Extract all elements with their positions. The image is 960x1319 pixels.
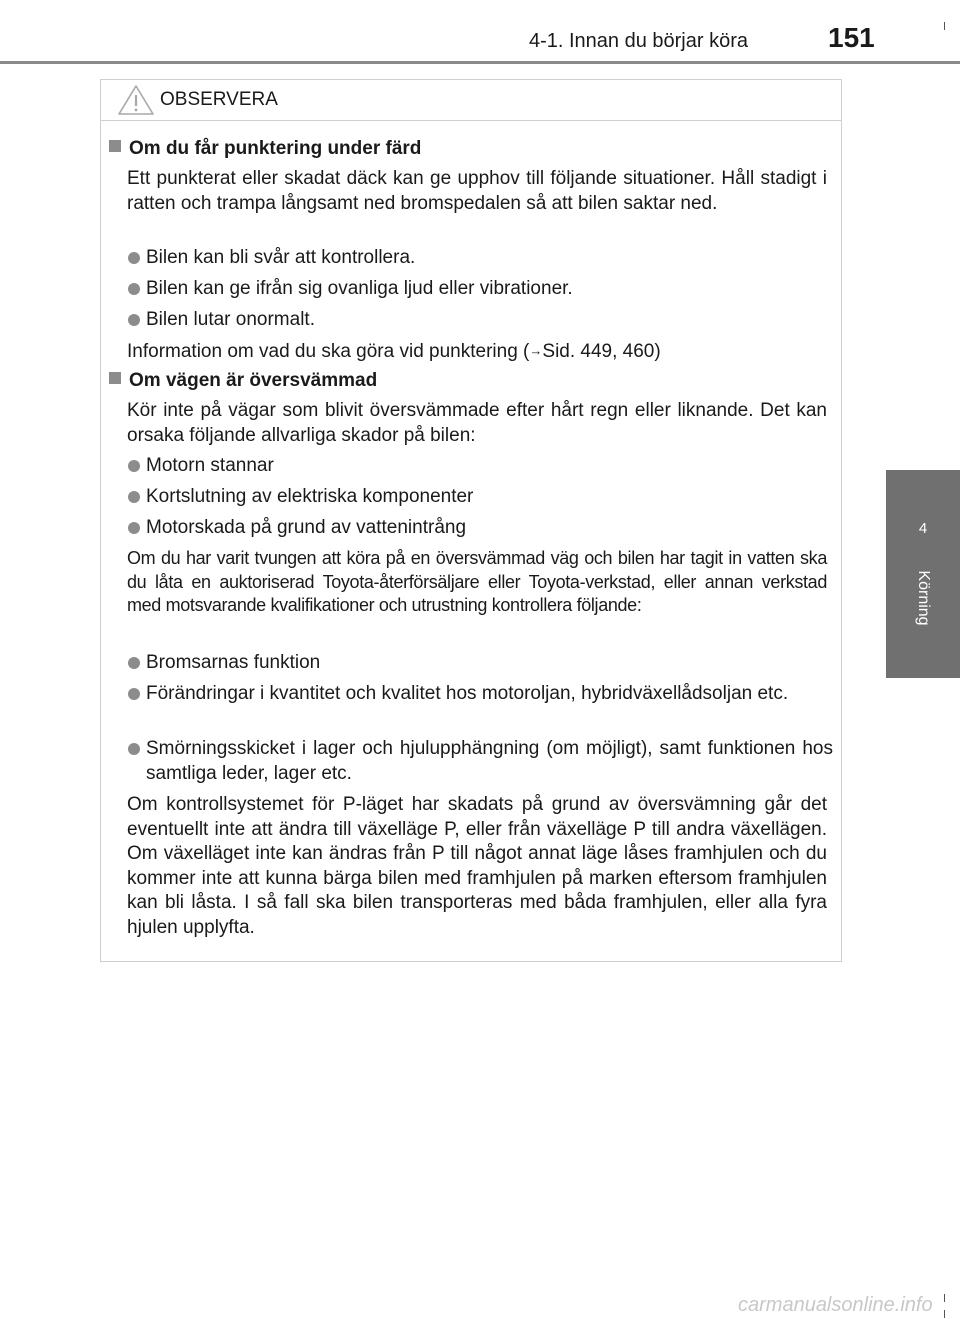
warning-header (101, 80, 841, 121)
circle-bullet-icon (128, 491, 140, 503)
list-item: Bilen lutar onormalt. (127, 308, 833, 333)
flooded-intro: Kör inte på vägar som blivit översvämmade efter hårt regn eller liknande. Det kan orsaka följande allvarliga skador på bilen: (127, 400, 827, 446)
circle-bullet-icon (128, 522, 140, 534)
watermark: carmanualsonline.info (738, 1294, 933, 1316)
page-reference-link[interactable]: Sid. 449, 460) (542, 341, 661, 362)
list-item: Bilen kan ge ifrån sig ovanliga ljud eller vibrationer. (127, 277, 833, 302)
circle-bullet-icon (128, 314, 140, 326)
flooded-inspection-text: Om du har varit tvungen att köra på en översvämmad väg och bilen har tagit in vatten ska du låta en auktoriserad Toyota-återförsäljare eller Toyota-verkstad, eller annan verkstad med motsvarande kvalifikationer och utrustning kontrollera följande: (127, 548, 827, 615)
arrow-right-icon: → (529, 343, 543, 358)
crop-mark (944, 1310, 945, 1318)
header-rule (0, 61, 960, 64)
circle-bullet-icon (128, 252, 140, 264)
square-bullet-icon (109, 372, 121, 384)
circle-bullet-icon (128, 688, 140, 700)
square-bullet-icon (109, 140, 121, 152)
warning-box (100, 79, 842, 962)
page-number: 151 (828, 22, 875, 53)
list-item: Kortslutning av elektriska komponenter (127, 485, 833, 510)
list-item: Förändringar i kvantitet och kvalitet hos motoroljan, hybridväxellådsoljan etc. (127, 682, 833, 707)
puncture-reference: Information om vad du ska göra vid punktering (→Sid. 449, 460) (127, 341, 661, 362)
chapter-label: Körning (915, 570, 932, 626)
circle-bullet-icon (128, 283, 140, 295)
crop-mark (944, 1294, 945, 1302)
circle-bullet-icon (128, 657, 140, 669)
list-item: Smörningsskicket i lager och hjulupphängning (om möjligt), samt funktionen hos samtliga leder, lager etc. (127, 737, 833, 786)
list-item: Motorn stannar (127, 454, 833, 479)
list-item: Motorskada på grund av vattenintrång (127, 516, 833, 541)
puncture-intro: Ett punkterat eller skadat däck kan ge upphov till följande situationer. Håll stadigt i ratten och trampa långsamt ned bromspedalen så att bilen saktar ned. (127, 168, 827, 214)
circle-bullet-icon (128, 743, 140, 755)
chapter-number: 4 (918, 520, 928, 537)
list-item: Bromsarnas funktion (127, 651, 833, 676)
circle-bullet-icon (128, 460, 140, 472)
chapter-tab[interactable] (886, 470, 960, 678)
warning-triangle-icon (117, 84, 155, 121)
warning-title: OBSERVERA (160, 89, 278, 110)
p-position-text: Om kontrollsystemet för P-läget har skadats på grund av översvämning går det eventuellt inte att ändra till växelläge P, eller från växelläge P till andra växellägen. Om växelläget inte kan ändras från P till något annat läge låses framhjulen och du kommer inte att kunna bärga bilen med framhjulen på marken eftersom framhjulen kan bli låsta. I så fall ska bilen transporteras med båda framhjulen, eller alla fyra hjulen upplyfta. (127, 794, 827, 938)
section-title: 4-1. Innan du börjar köra (528, 30, 748, 52)
section-heading-flooded-road: Om vägen är översvämmad (109, 370, 377, 392)
crop-mark (944, 22, 945, 30)
section-heading-puncture: Om du får punktering under färd (109, 138, 421, 160)
list-item: Bilen kan bli svår att kontrollera. (127, 246, 833, 271)
